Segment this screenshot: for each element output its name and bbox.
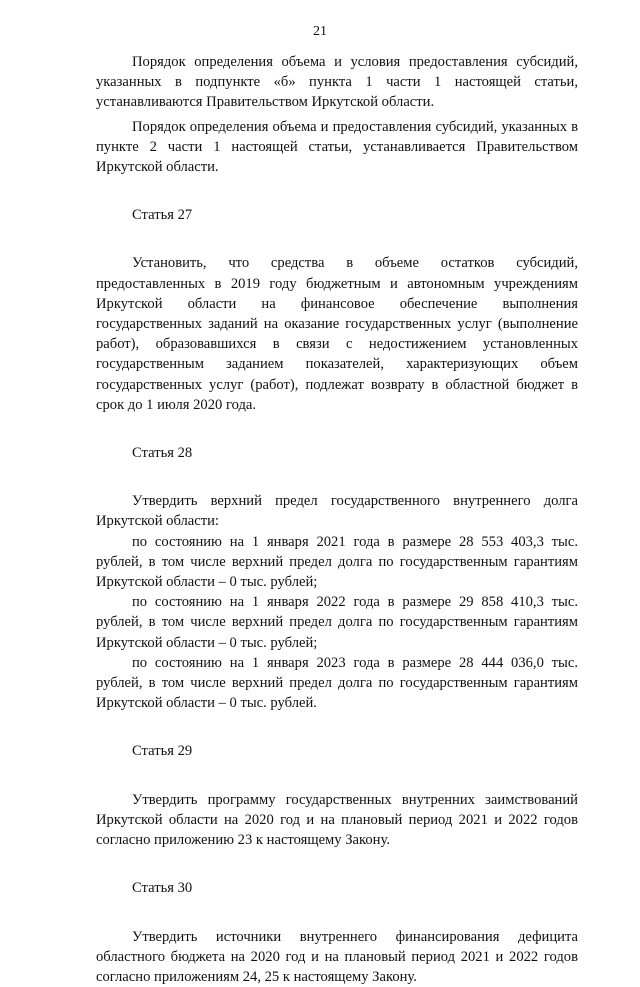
article-28-item-2023: по состоянию на 1 января 2023 года в размере 28 444 036,0 тыс. рублей, в том числе верхний предел долга по государственным гарантиям Иркутской области – 0 тыс. рублей. (96, 653, 578, 714)
article-28-item-2021: по состоянию на 1 января 2021 года в размере 28 553 403,3 тыс. рублей, в том числе верхний предел долга по государственным гарантиям Иркутской области – 0 тыс. рублей; (96, 532, 578, 593)
article-29-heading: Статья 29 (96, 741, 578, 761)
article-30-text: Утвердить источники внутреннего финансирования дефицита областного бюджета на 2020 год и на плановый период 2021 и 2022 годов согласно приложениям 24, 25 к настоящему Закону. (96, 927, 578, 987)
page-number: 21 (0, 24, 640, 40)
article-28-item-2022: по состоянию на 1 января 2022 года в размере 29 858 410,3 тыс. рублей, в том числе верхний предел долга по государственным гарантиям Иркутской области – 0 тыс. рублей; (96, 592, 578, 653)
article-28-heading: Статья 28 (96, 443, 578, 463)
article-27-text: Установить, что средства в объеме остатков субсидий, предоставленных в 2019 году бюджетным и автономным учреждениям Иркутской области на финансовое обеспечение выполнения государственных заданий на оказание государственных услуг (выполнение работ), образовавшихся в связи с недостижением установленных государственным заданием показателей, характеризующих объем государственных услуг (работ), подлежат возврату в областной бюджет в срок до 1 июля 2020 года. (96, 253, 578, 415)
article-28-intro: Утвердить верхний предел государственного внутреннего долга Иркутской области: (96, 491, 578, 531)
paragraph-subsidy-order-2: Порядок определения объема и предоставления субсидий, указанных в пункте 2 части 1 настоящей статьи, устанавливается Правительством Иркутской области. (96, 117, 578, 178)
article-29-text: Утвердить программу государственных внутренних заимствований Иркутской области на 2020 год и на плановый период 2021 и 2022 годов согласно приложению 23 к настоящему Закону. (96, 790, 578, 851)
article-27-heading: Статья 27 (96, 205, 578, 225)
document-body (96, 52, 578, 987)
article-30-heading: Статья 30 (96, 878, 578, 898)
paragraph-subsidy-order-b: Порядок определения объема и условия предоставления субсидий, указанных в подпункте «б» пункта 1 части 1 настоящей статьи, устанавливаются Правительством Иркутской области. (96, 52, 578, 113)
